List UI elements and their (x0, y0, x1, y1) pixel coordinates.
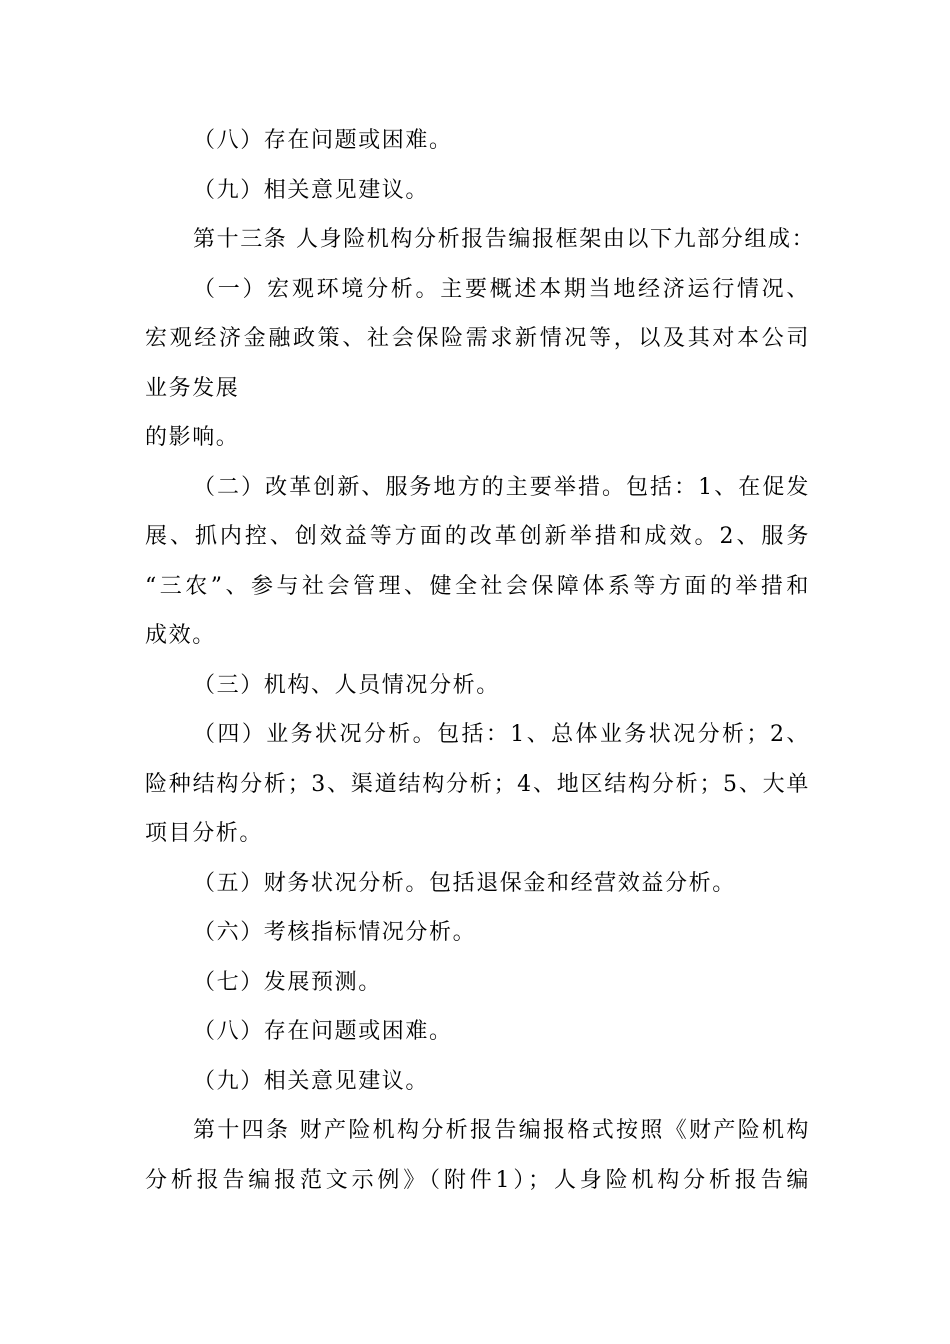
text-line: 项目分析。 (145, 821, 264, 846)
text-line: （八）存在问题或困难。 (193, 1019, 453, 1044)
text-line: （七）发展预测。 (193, 969, 382, 995)
text-line: （三）机构、人员情况分析。 (193, 672, 500, 698)
text-line: 宏观经济金融政策、社会保险需求新情况等，以及其对本公司 (145, 326, 810, 351)
text-line: 业务发展 (145, 375, 240, 401)
text-line: （一）宏观环境分析。主要概述本期当地经济运行情况、 (193, 276, 810, 302)
text-line: （九）相关意见建议。 (193, 177, 430, 203)
text-line: “三农”、参与社会管理、健全社会保障体系等方面的举措和 (145, 573, 810, 599)
text-line: 的影响。 (145, 425, 240, 450)
text-line: （六）考核指标情况分析。 (193, 920, 477, 945)
text-line: （四）业务状况分析。包括：1、总体业务状况分析；2、 (193, 722, 810, 747)
text-line: （九）相关意见建议。 (193, 1068, 430, 1094)
text-line: 险种结构分析；3、渠道结构分析；4、地区结构分析；5、大单 (145, 771, 810, 797)
text-line: 成效。 (145, 623, 216, 648)
article-heading: 第十四条 财产险机构分析报告编报格式按照《财产险机构 (193, 1118, 810, 1143)
text-line: （二）改革创新、服务地方的主要举措。包括：1、在促发 (193, 474, 810, 500)
text-line: 展、抓内控、创效益等方面的改革创新举措和成效。2、服务 (145, 524, 810, 549)
article-heading: 第十三条 人身险机构分析报告编报框架由以下九部分组成： (193, 227, 816, 252)
text-line: （八）存在问题或困难。 (193, 128, 453, 153)
document-body (145, 116, 816, 1205)
text-line: （五）财务状况分析。包括退保金和经营效益分析。 (193, 870, 736, 896)
text-line: 分析报告编报范文示例》（附件1）；人身险机构分析报告编 (145, 1167, 810, 1193)
